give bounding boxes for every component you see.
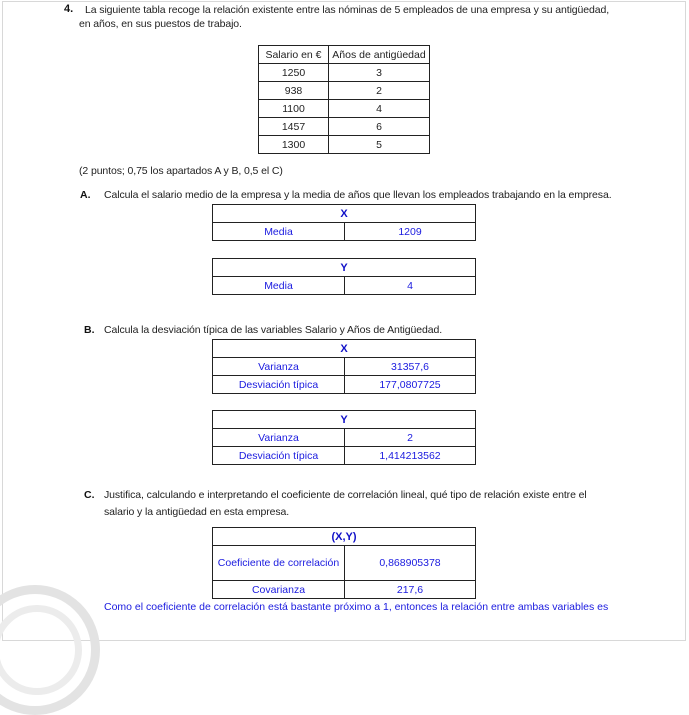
table-row <box>213 581 476 599</box>
part-a-letter: A. <box>80 189 91 201</box>
part-b-text: Calcula la desviación típica de las variables Salario y Años de Antigüedad. <box>104 324 443 336</box>
table-row <box>213 277 476 295</box>
table-row <box>213 223 476 241</box>
table-header-row <box>259 46 430 64</box>
question-intro-line1: La siguiente tabla recoge la relación existente entre las nóminas de 5 empleados de una empresa y su antigüedad, <box>85 4 610 16</box>
cell-salary: 1250 <box>259 64 329 82</box>
cell-years: 3 <box>329 64 430 82</box>
table-row <box>259 136 430 154</box>
table-row <box>259 82 430 100</box>
header-seniority: Años de antigüedad <box>329 46 430 64</box>
table-row <box>259 118 430 136</box>
row-label: Desviación típica <box>213 447 345 465</box>
row-value: 177,0807725 <box>345 376 476 394</box>
table-row <box>259 100 430 118</box>
table-header-x: X <box>213 340 476 358</box>
table-header-xy: (X,Y) <box>213 528 476 546</box>
cell-years: 6 <box>329 118 430 136</box>
table-header-y: Y <box>213 411 476 429</box>
row-label: Coeficiente de correlación <box>213 546 345 581</box>
part-c-table-xy <box>212 527 476 599</box>
cell-years: 5 <box>329 136 430 154</box>
row-value: 217,6 <box>345 581 476 599</box>
part-a-text: Calcula el salario medio de la empresa y la media de años que llevan los empleados trabajando en la empresa. <box>104 189 612 201</box>
table-row <box>213 429 476 447</box>
cell-salary: 1457 <box>259 118 329 136</box>
row-value: 1,414213562 <box>345 447 476 465</box>
row-value: 2 <box>345 429 476 447</box>
row-label: Varianza <box>213 429 345 447</box>
table-row <box>213 376 476 394</box>
row-label: Media <box>213 277 345 295</box>
row-value: 31357,6 <box>345 358 476 376</box>
part-c-text-line2: salario y la antigüedad en esta empresa. <box>104 506 290 518</box>
row-value: 4 <box>345 277 476 295</box>
row-label: Covarianza <box>213 581 345 599</box>
header-salary: Salario en € <box>259 46 329 64</box>
points-note: (2 puntos; 0,75 los apartados A y B, 0,5 el C) <box>79 165 283 177</box>
part-c-answer: Como el coeficiente de correlación está bastante próximo a 1, entonces la relación entre ambas variables es <box>104 601 609 613</box>
part-b-letter: B. <box>84 324 95 336</box>
row-value: 1209 <box>345 223 476 241</box>
cell-salary: 938 <box>259 82 329 100</box>
row-label: Desviación típica <box>213 376 345 394</box>
table-row <box>213 546 476 581</box>
table-row <box>213 447 476 465</box>
question-intro-line2: en años, en sus puestos de trabajo. <box>79 18 242 30</box>
row-value: 0,868905378 <box>345 546 476 581</box>
salary-seniority-table <box>258 45 430 154</box>
row-label: Media <box>213 223 345 241</box>
table-row <box>259 64 430 82</box>
part-a-table-y <box>212 258 476 295</box>
cell-salary: 1100 <box>259 100 329 118</box>
row-label: Varianza <box>213 358 345 376</box>
cell-years: 4 <box>329 100 430 118</box>
part-c-letter: C. <box>84 489 95 501</box>
part-a-table-x <box>212 204 476 241</box>
part-b-table-x <box>212 339 476 394</box>
table-row <box>213 358 476 376</box>
question-number: 4. <box>64 3 74 15</box>
cell-salary: 1300 <box>259 136 329 154</box>
part-b-table-y <box>212 410 476 465</box>
cell-years: 2 <box>329 82 430 100</box>
part-c-text-line1: Justifica, calculando e interpretando el coeficiente de correlación lineal, qué tipo de relación existe entre el <box>104 489 587 501</box>
table-header-y: Y <box>213 259 476 277</box>
table-header-x: X <box>213 205 476 223</box>
